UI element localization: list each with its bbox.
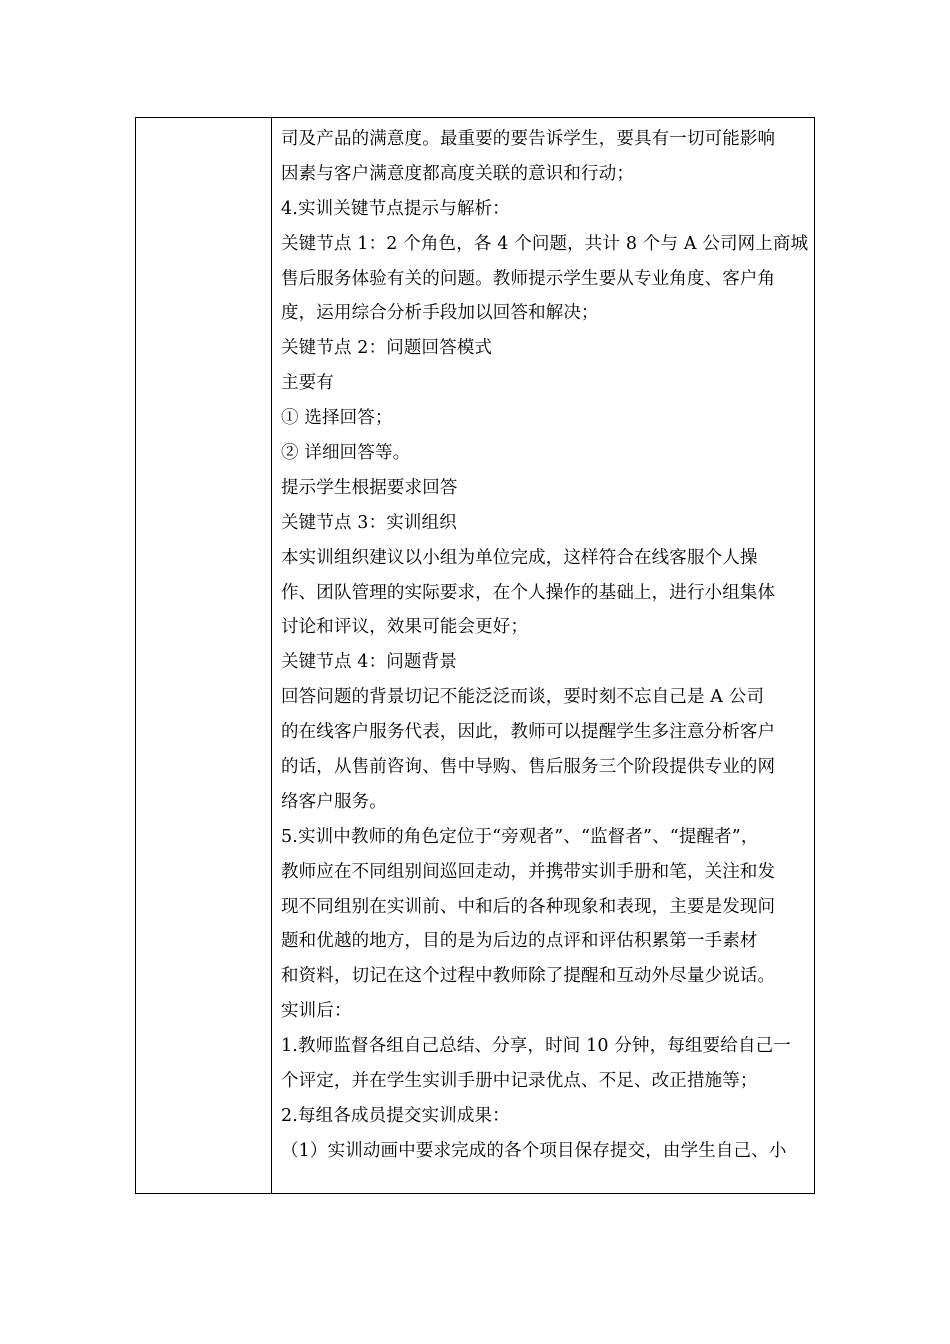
- table-content-cell: [272, 118, 814, 1193]
- text-line: 2.每组各成员提交实训成果：: [281, 1105, 510, 1126]
- text-line: 4.实训关键节点提示与解析：: [281, 198, 510, 219]
- text-line: 教师应在不同组别间巡回走动，并携带实训手册和笔，关注和发: [281, 861, 776, 882]
- text-line: 作、团队管理的实际要求，在个人操作的基础上，进行小组集体: [281, 582, 776, 603]
- text-line: 关键节点 1：2 个角色，各 4 个问题，共计 8 个与 A 公司网上商城: [281, 233, 809, 254]
- text-line: 司及产品的满意度。最重要的要告诉学生，要具有一切可能影响: [281, 129, 776, 149]
- text-line: 因素与客户满意度都高度关联的意识和行动；: [281, 163, 634, 184]
- text-line: 5.实训中教师的角色定位于“旁观者”、“监督者”、“提醒者”，: [281, 826, 759, 847]
- text-line: 主要有: [281, 373, 334, 394]
- text-line: 的话，从售前咨询、售中导购、售后服务三个阶段提供专业的网: [281, 757, 776, 778]
- text-line: 本实训组织建议以小组为单位完成，这样符合在线客服个人操: [281, 547, 758, 568]
- document-table: [135, 117, 815, 1194]
- text-line: 提示学生根据要求回答: [281, 477, 458, 498]
- text-line: ① 选择回答；: [281, 408, 393, 429]
- text-line: 现不同组别在实训前、中和后的各种现象和表现，主要是发现问: [281, 896, 776, 917]
- text-line: 络客户服务。: [281, 791, 387, 812]
- text-line: 售后服务体验有关的问题。教师提示学生要从专业角度、客户角: [281, 268, 776, 289]
- text-line: 关键节点 2：问题回答模式: [281, 338, 493, 359]
- text-line: 关键节点 4：问题背景: [281, 652, 457, 673]
- text-line: 关键节点 3：实训组织: [281, 512, 457, 533]
- text-line: 回答问题的背景切记不能泛泛而谈，要时刻不忘自己是 A 公司: [281, 687, 765, 708]
- text-line: 讨论和评议，效果可能会更好；: [281, 617, 529, 638]
- text-line: ② 详细回答等。: [281, 443, 411, 464]
- text-line: 实训后：: [281, 1001, 352, 1022]
- table-left-cell: [136, 118, 272, 1193]
- text-line: 1.教师监督各组自己总结、分享，时间 10 分钟，每组要给自己一: [281, 1036, 791, 1057]
- text-line: 的在线客户服务代表，因此，教师可以提醒学生多注意分析客户: [281, 722, 776, 743]
- text-line: 和资料，切记在这个过程中教师除了提醒和互动外尽量少说话。: [281, 966, 776, 987]
- text-line: （1）实训动画中要求完成的各个项目保存提交，由学生自己、小: [281, 1140, 787, 1161]
- text-line: 度，运用综合分析手段加以回答和解决；: [281, 303, 599, 324]
- text-line: 个评定，并在学生实训手册中记录优点、不足、改正措施等；: [281, 1071, 758, 1092]
- text-line: 题和优越的地方，目的是为后边的点评和评估积累第一手素材: [281, 931, 758, 952]
